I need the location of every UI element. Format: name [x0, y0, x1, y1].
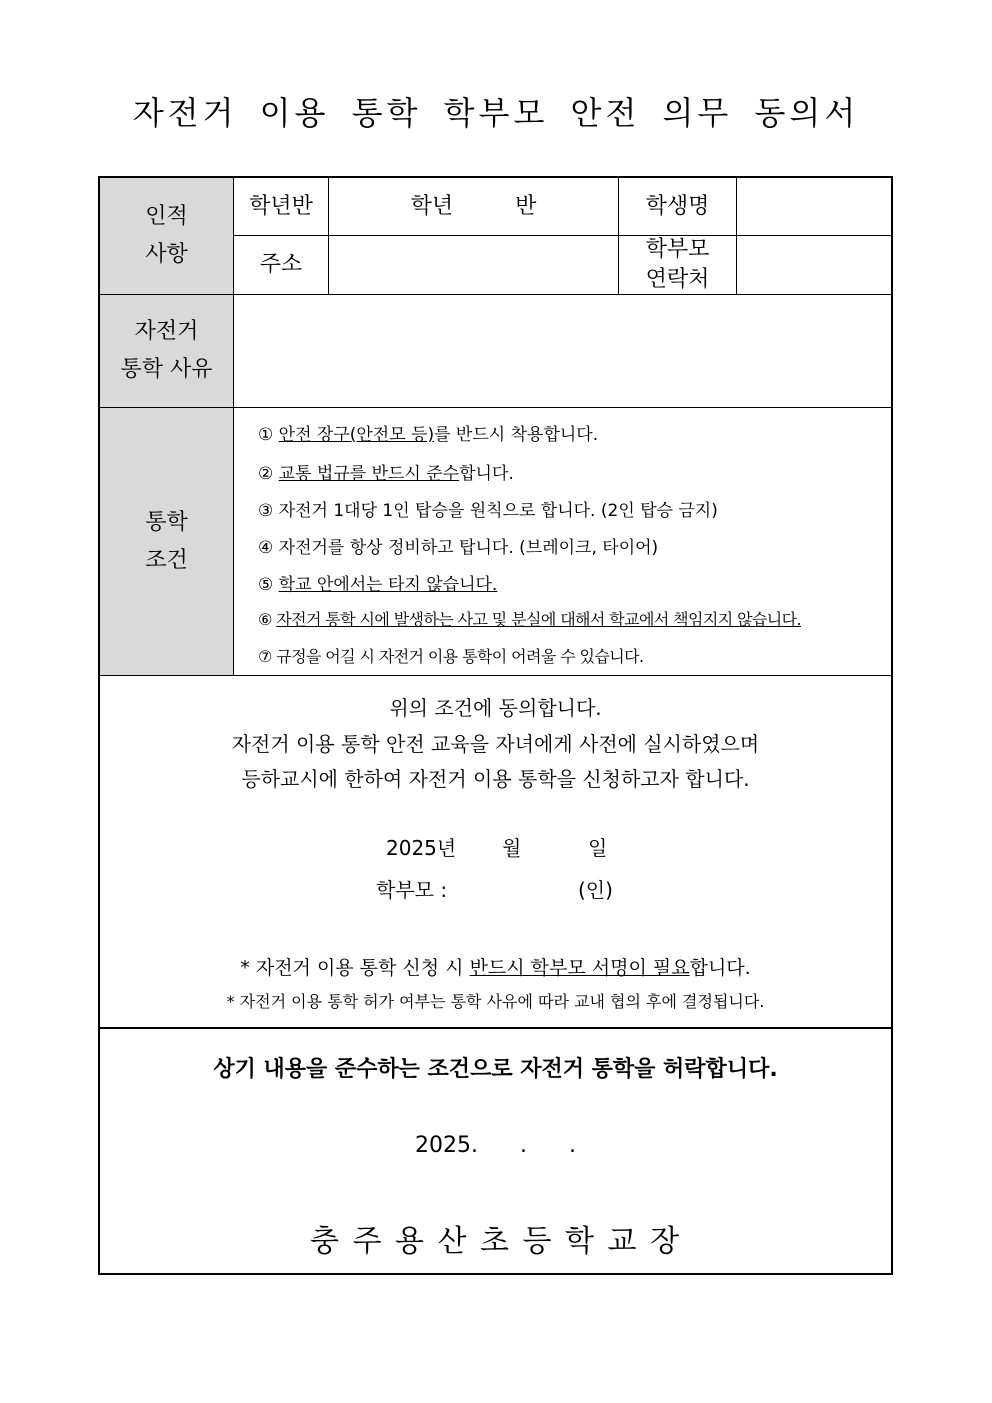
parent-contact-label — [619, 236, 736, 294]
condition-number: ⑦ — [258, 647, 272, 666]
note-approval-policy: * 자전거 이용 통학 허가 여부는 통학 사유에 따라 교내 협의 후에 결정됩니다. — [226, 992, 765, 1011]
grade-text: 학년 — [410, 193, 454, 219]
date-line — [100, 832, 891, 860]
document-title: 자전거 이용 통학 학부모 안전 의무 동의서 — [132, 94, 860, 132]
conditions-label-2: 조건 — [145, 547, 188, 573]
personal-info-label-1: 인적 — [145, 204, 188, 229]
condition-item: ⑦ 규정을 어길 시 자전거 이용 통학이 어려울 수 있습니다. — [258, 647, 644, 666]
agreement-line-2: 자전거 이용 통학 안전 교육을 자녀에게 사전에 실시하였으며 — [231, 732, 760, 756]
principal-signer: 충 주 용 산 초 등 학 교 장 — [309, 1224, 682, 1259]
condition-number: ② — [258, 464, 274, 484]
parent-contact-field[interactable] — [737, 236, 891, 294]
personal-info-label-2: 사항 — [145, 242, 188, 267]
parent-signature-line — [100, 874, 891, 902]
student-name-field[interactable] — [737, 178, 891, 235]
grade-class-field[interactable] — [329, 178, 618, 235]
reason-label-cell — [100, 295, 233, 407]
conditions-label-cell — [100, 408, 233, 675]
class-text: 반 — [515, 193, 537, 219]
condition-item: ① 안전 장구(안전모 등)를 반드시 착용합니다. — [258, 425, 599, 445]
address-label: 주소 — [259, 252, 303, 277]
note-signature-required: * 자전거 이용 통학 신청 시 반드시 학부모 서명이 필요합니다. — [240, 957, 751, 979]
condition-number: ① — [258, 425, 274, 445]
conditions-label-1: 통학 — [145, 509, 188, 535]
parent-contact-label-2: 연락처 — [645, 267, 710, 292]
parent-signature-field[interactable] — [470, 874, 570, 900]
student-name-label: 학생명 — [645, 193, 710, 219]
date-day: 일 — [588, 836, 608, 860]
reason-field[interactable] — [234, 295, 891, 407]
condition-item: ② 교통 법규를 반드시 준수합니다. — [258, 464, 514, 484]
condition-item: ⑤ 학교 안에서는 타지 않습니다. — [258, 575, 498, 595]
condition-number: ⑥ — [258, 610, 272, 629]
reason-label-1: 자전거 — [134, 319, 199, 344]
agreement-line-3: 등하교시에 한하여 자전거 이용 통학을 신청하고자 합니다. — [241, 767, 750, 791]
parent-contact-label-1: 학부모 — [645, 237, 710, 262]
seal-mark: (인) — [578, 878, 613, 902]
agreement-line-1: 위의 조건에 동의합니다. — [389, 696, 602, 720]
grade-class-label: 학년반 — [249, 193, 313, 219]
condition-item: ⑥ 자전거 통학 시에 발생하는 사고 및 분실에 대해서 학교에서 책임지지 않습니다. — [258, 610, 801, 629]
condition-item: ③ 자전거 1대당 1인 탑승을 원칙으로 합니다. (2인 탑승 금지) — [258, 501, 718, 521]
consent-form-table — [98, 176, 893, 1275]
approval-date: 2025. . . — [415, 1133, 576, 1158]
personal-info-label-cell — [100, 178, 233, 294]
condition-number: ⑤ — [258, 575, 274, 595]
condition-item: ④ 자전거를 항상 정비하고 탑니다. (브레이크, 타이어) — [258, 538, 659, 558]
reason-label-2: 통학 사유 — [120, 357, 213, 382]
address-field[interactable] — [329, 236, 618, 294]
condition-number: ④ — [258, 538, 274, 558]
parent-label: 학부모 : — [376, 878, 448, 902]
date-year: 2025년 — [386, 836, 457, 860]
condition-number: ③ — [258, 501, 274, 521]
approval-statement: 상기 내용을 준수하는 조건으로 자전거 통학을 허락합니다. — [213, 1057, 778, 1082]
date-month: 월 — [502, 836, 522, 860]
